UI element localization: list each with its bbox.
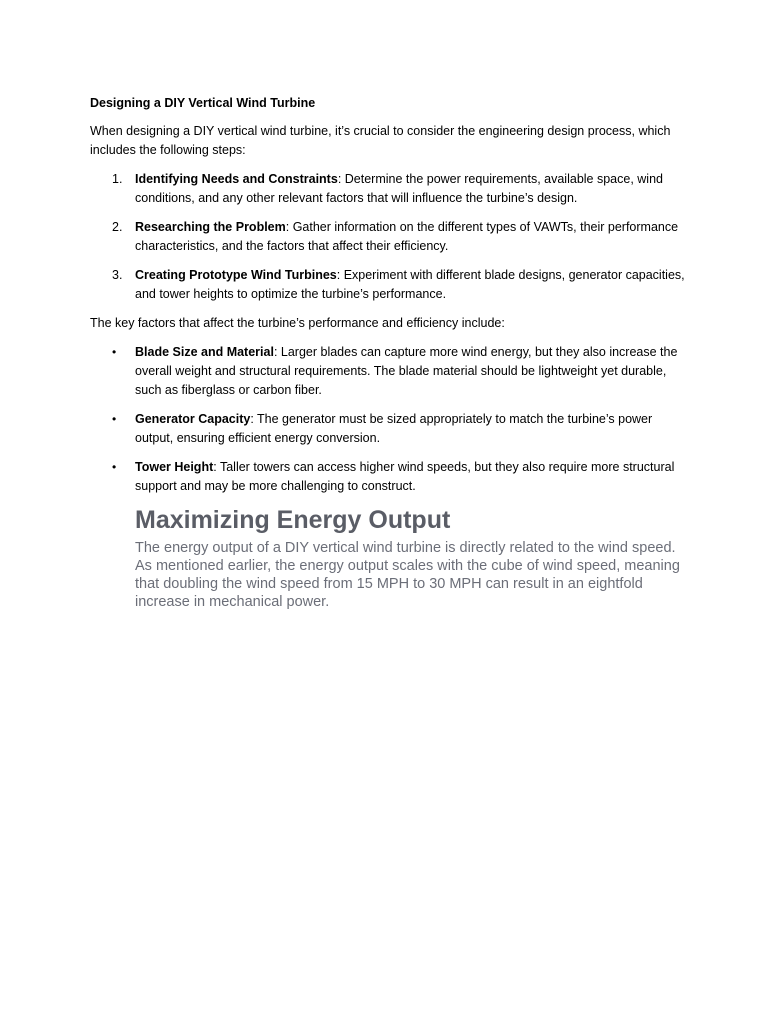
- list-number: 3.: [112, 267, 123, 282]
- list-item: [90, 458, 690, 496]
- intro-paragraph: When designing a DIY vertical wind turbine, it’s crucial to consider the engineering design process, which includes the following steps:: [90, 124, 671, 157]
- list-number: 1.: [112, 172, 123, 186]
- bullet-icon: •: [112, 345, 117, 359]
- factor-text: : Taller towers can access higher wind speeds, but they also require more structural support and may be more challenging to construct.: [135, 459, 675, 493]
- list-item: [90, 410, 690, 448]
- step-term: Identifying Needs and Constraints: [135, 172, 338, 186]
- energy-output-section: [135, 505, 685, 611]
- bullet-icon: •: [112, 459, 117, 474]
- section-heading: Maximizing Energy Output: [135, 506, 451, 534]
- step-term: Creating Prototype Wind Turbines: [135, 267, 337, 282]
- step-text: : Determine the power requirements, available space, wind conditions, and any other relevant factors that will influence the turbine’s design.: [135, 172, 663, 205]
- factors-intro-paragraph: The key factors that affect the turbine’s performance and efficiency include:: [90, 316, 505, 330]
- list-item: [90, 170, 690, 208]
- design-steps-list: [90, 170, 690, 314]
- factor-term: Blade Size and Material: [135, 345, 274, 359]
- step-term: Researching the Problem: [135, 219, 286, 234]
- factor-text: : The generator must be sized appropriately to match the turbine’s power output, ensuring efficient energy conversion.: [135, 411, 653, 445]
- list-item: [90, 266, 690, 304]
- section-body: The energy output of a DIY vertical wind turbine is directly related to the wind speed. As mentioned earlier, the energy output scales with the cube of wind speed, meaning that doubling the wind speed from 15 MPH to 30 MPH can result in an eightfold increase in mechanical power.: [135, 540, 680, 610]
- key-factors-list: [90, 343, 690, 506]
- factor-term: Tower Height: [135, 459, 214, 474]
- step-text: : Gather information on the different types of VAWTs, their performance characteristics, and the factors that affect their efficiency.: [135, 219, 679, 253]
- list-item: [90, 343, 690, 399]
- step-text: : Experiment with different blade designs, generator capacities, and tower heights to optimize the turbine’s performance.: [135, 267, 685, 301]
- list-number: 2.: [112, 219, 123, 234]
- document-title: Designing a DIY Vertical Wind Turbine: [90, 96, 316, 110]
- bullet-icon: •: [112, 411, 117, 426]
- list-item: [90, 218, 690, 256]
- factor-term: Generator Capacity: [135, 411, 251, 426]
- factor-text: : Larger blades can capture more wind energy, but they also increase the overall weight and structural requirements. The blade material should be lightweight yet durable, such as fiberglass or carbon fiber.: [135, 345, 678, 397]
